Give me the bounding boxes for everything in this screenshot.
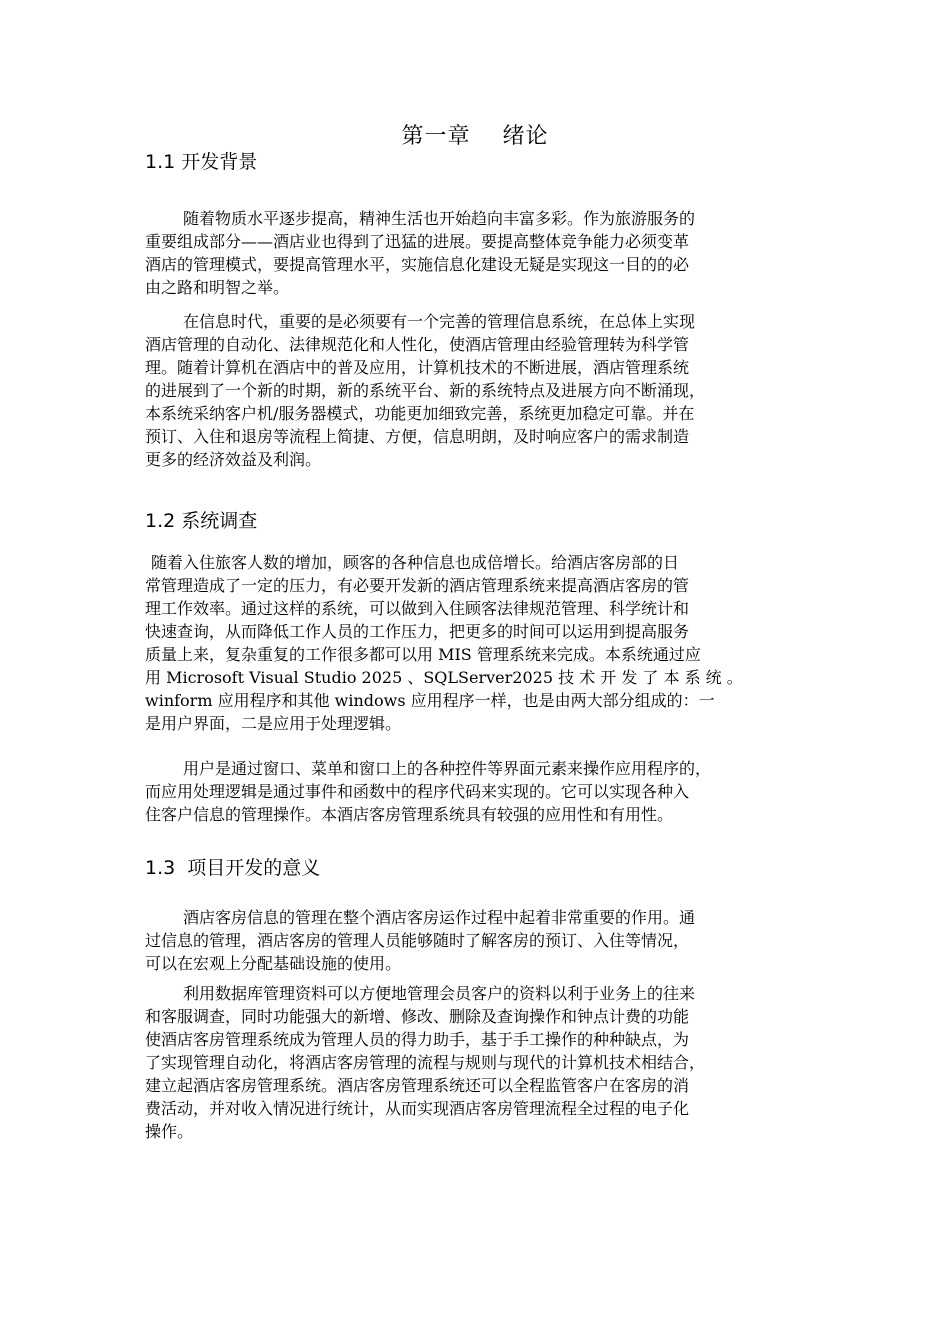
text-line: 更多的经济效益及利润。 <box>145 450 322 469</box>
paragraph-1-2-b <box>145 757 820 826</box>
text-line: 费活动，并对收入情况进行统计，从而实现酒店客房管理流程全过程的电子化 <box>145 1099 690 1118</box>
text-line: 和客服调查，同时功能强大的新增、修改、删除及查询操作和钟点计费的功能 <box>145 1007 690 1026</box>
text-line: 而应用处理逻辑是通过事件和函数中的程序代码来实现的。它可以实现各种入 <box>145 782 690 801</box>
text-line: 重要组成部分——酒店业也得到了迅猛的进展。要提高整体竞争能力必须变革 <box>145 232 690 251</box>
section-heading-1-2: 1.2 系统调查 <box>145 510 258 532</box>
paragraph-1-1-a <box>145 207 820 299</box>
text-line: 常管理造成了一定的压力，有必要开发新的酒店管理系统来提高酒店客房的管 <box>145 576 690 595</box>
text-line: 预订、入住和退房等流程上简捷、方便，信息明朗，及时响应客户的需求制造 <box>145 427 690 446</box>
text-line: 由之路和明智之举。 <box>145 278 290 297</box>
paragraph-1-3-a <box>145 906 820 975</box>
chapter-title: 第一章 绪论 <box>401 124 549 149</box>
text-line: 操作。 <box>145 1122 194 1141</box>
text-line: 建立起酒店客房管理系统。酒店客房管理系统还可以全程监管客户在客房的消 <box>145 1076 690 1095</box>
text-line: 是用户界面，二是应用于处理逻辑。 <box>145 714 402 733</box>
text-line: 了实现管理自动化，将酒店客房管理的流程与规则与现代的计算机技术相结合， <box>145 1053 706 1072</box>
text-line: 的进展到了一个新的时期，新的系统平台、新的系统特点及进展方向不断涌现， <box>145 381 706 400</box>
text-line: 用 Microsoft Visual Studio 2025 、SQLServer2025 技 术 开 发 了 本 系 统 。 <box>145 668 743 687</box>
paragraph-1-1-b <box>145 310 820 471</box>
text-line: 利用数据库管理资料可以方便地管理会员客户的资料以利于业务上的往来 <box>183 984 696 1003</box>
text-line: 酒店客房信息的管理在整个酒店客房运作过程中起着非常重要的作用。通 <box>183 908 696 927</box>
text-line: 过信息的管理，酒店客房的管理人员能够随时了解客房的预订、入住等情况， <box>145 931 690 950</box>
section-heading-1-1: 1.1 开发背景 <box>145 151 258 173</box>
text-line: 随着入住旅客人数的增加，顾客的各种信息也成倍增长。给酒店客房部的日 <box>151 553 680 572</box>
text-line: 酒店管理的自动化、法律规范化和人性化，使酒店管理由经验管理转为科学管 <box>145 335 690 354</box>
section-heading-1-3: 1.3 项目开发的意义 <box>145 857 321 879</box>
text-line: 质量上来，复杂重复的工作很多都可以用 MIS 管理系统来完成。本系统通过应 <box>145 645 701 664</box>
text-line: 酒店的管理模式，要提高管理水平，实施信息化建设无疑是实现这一目的的必 <box>145 255 690 274</box>
text-line: 本系统采纳客户机/服务器模式，功能更加细致完善，系统更加稳定可靠。并在 <box>145 404 695 423</box>
text-line: 理。随着计算机在酒店中的普及应用，计算机技术的不断进展，酒店管理系统 <box>145 358 690 377</box>
text-line: 快速查询，从而降低工作人员的工作压力，把更多的时间可以运用到提高服务 <box>145 622 690 641</box>
text-line: winform 应用程序和其他 windows 应用程序一样，也是由两大部分组成的：一 <box>145 691 715 710</box>
paragraph-1-3-b <box>145 982 820 1143</box>
text-line: 住客户信息的管理操作。本酒店客房管理系统具有较强的应用性和有用性。 <box>145 805 674 824</box>
text-line: 随着物质水平逐步提高，精神生活也开始趋向丰富多彩。作为旅游服务的 <box>183 209 696 228</box>
text-line: 理工作效率。通过这样的系统，可以做到入住顾客法律规范管理、科学统计和 <box>145 599 690 618</box>
text-line: 可以在宏观上分配基础设施的使用。 <box>145 954 402 973</box>
text-line: 使酒店客房管理系统成为管理人员的得力助手，基于手工操作的种种缺点，为 <box>145 1030 690 1049</box>
text-line: 在信息时代，重要的是必须要有一个完善的管理信息系统，在总体上实现 <box>183 312 696 331</box>
paragraph-1-2-a <box>145 551 820 735</box>
text-line: 用户是通过窗口、菜单和窗口上的各种控件等界面元素来操作应用程序的， <box>183 759 712 778</box>
